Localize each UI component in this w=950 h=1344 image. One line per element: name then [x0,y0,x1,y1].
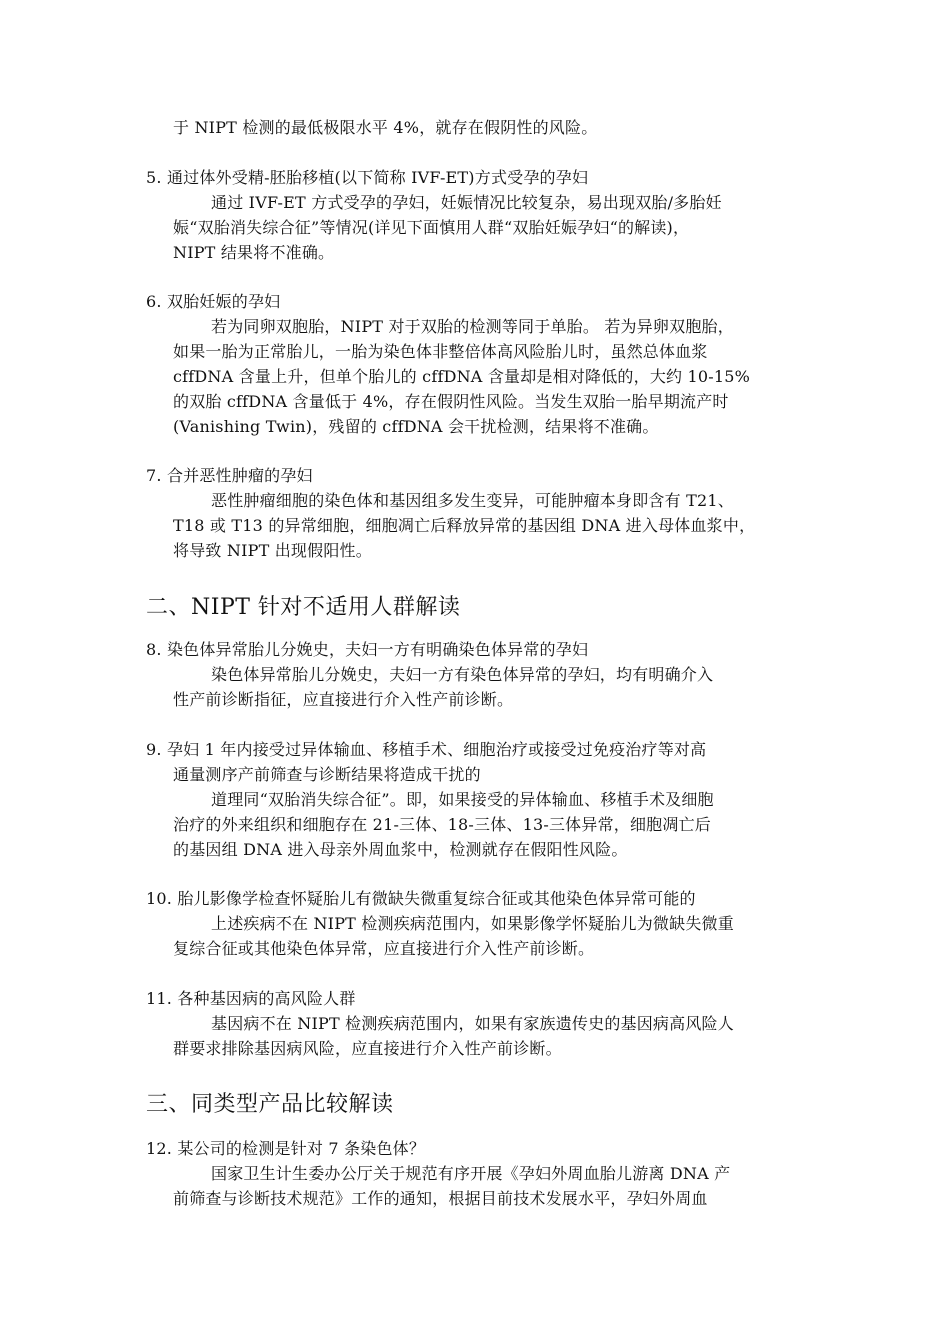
item-7-line: T18 或 T13 的异常细胞，细胞凋亡后释放异常的基因组 DNA 进入母体血浆中， [173,516,756,535]
item-5-title: 5. 通过体外受精-胚胎移植(以下简称 IVF-ET)方式受孕的孕妇 [146,168,589,187]
item-9-title: 9. 孕妇 1 年内接受过异体输血、移植手术、细胞治疗或接受过免疫治疗等对高 [146,740,707,759]
item-11-line: 群要求排除基因病风险，应直接进行介入性产前诊断。 [173,1039,562,1058]
item-9-line: 道理同“双胎消失综合征”。即，如果接受的异体输血、移植手术及细胞 [211,790,714,809]
item-10-line: 复综合征或其他染色体异常，应直接进行介入性产前诊断。 [173,939,595,958]
item-6-line: 的双胎 cffDNA 含量低于 4%，存在假阴性风险。当发生双胎一胎早期流产时 [173,392,729,411]
item-11-line: 基因病不在 NIPT 检测疾病范围内，如果有家族遗传史的基因病高风险人 [211,1014,734,1033]
item-8-title: 8. 染色体异常胎儿分娩史，夫妇一方有明确染色体异常的孕妇 [146,640,589,659]
item-7-line: 恶性肿瘤细胞的染色体和基因组多发生变异，可能肿瘤本身即含有 T21、 [211,491,734,510]
section-2-heading: 二、NIPT 针对不适用人群解读 [146,595,461,620]
item-9-line: 治疗的外来组织和细胞存在 21-三体、18-三体、13-三体异常，细胞凋亡后 [173,815,711,834]
item-8-line: 染色体异常胎儿分娩史，夫妇一方有染色体异常的孕妇，均有明确介入 [211,665,714,684]
item-6-line: 如果一胎为正常胎儿，一胎为染色体非整倍体高风险胎儿时，虽然总体血浆 [173,342,708,361]
item-7-line: 将导致 NIPT 出现假阳性。 [173,541,372,560]
item-12-line: 国家卫生计生委办公厅关于规范有序开展《孕妇外周血胎儿游离 DNA 产 [211,1164,731,1183]
item-6-line: (Vanishing Twin)，残留的 cffDNA 会干扰检测，结果将不准确。 [173,417,659,436]
item-10-title: 10. 胎儿影像学检查怀疑胎儿有微缺失微重复综合征或其他染色体异常可能的 [146,889,696,908]
item-9-line: 通量测序产前筛查与诊断结果将造成干扰的 [173,765,481,784]
section-3-heading: 三、同类型产品比较解读 [146,1092,394,1117]
intro-line: 于 NIPT 检测的最低极限水平 4%，就存在假阴性的风险。 [173,118,598,137]
item-9-line: 的基因组 DNA 进入母亲外周血浆中，检测就存在假阳性风险。 [173,840,628,859]
item-5-line: 通过 IVF-ET 方式受孕的孕妇，妊娠情况比较复杂，易出现双胎/多胎妊 [211,193,722,212]
item-6-line: 若为同卵双胞胎，NIPT 对于双胎的检测等同于单胎。 若为异卵双胞胎， [211,317,734,336]
item-5-line: 娠“双胎消失综合征”等情况(详见下面慎用人群“双胎妊娠孕妇“的解读)， [173,218,690,237]
item-8-line: 性产前诊断指征，应直接进行介入性产前诊断。 [173,690,514,709]
item-5-line: NIPT 结果将不准确。 [173,243,335,262]
item-6-title: 6. 双胎妊娠的孕妇 [146,292,281,311]
item-11-title: 11. 各种基因病的高风险人群 [146,989,356,1008]
item-12-line: 前筛查与诊断技术规范》工作的通知，根据目前技术发展水平，孕妇外周血 [173,1189,708,1208]
item-6-line: cffDNA 含量上升，但单个胎儿的 cffDNA 含量却是相对降低的，大约 10-15% [173,367,751,386]
item-12-title: 12. 某公司的检测是针对 7 条染色体？ [146,1139,426,1158]
item-7-title: 7. 合并恶性肿瘤的孕妇 [146,466,313,485]
item-10-line: 上述疾病不在 NIPT 检测疾病范围内，如果影像学怀疑胎儿为微缺失微重 [211,914,734,933]
